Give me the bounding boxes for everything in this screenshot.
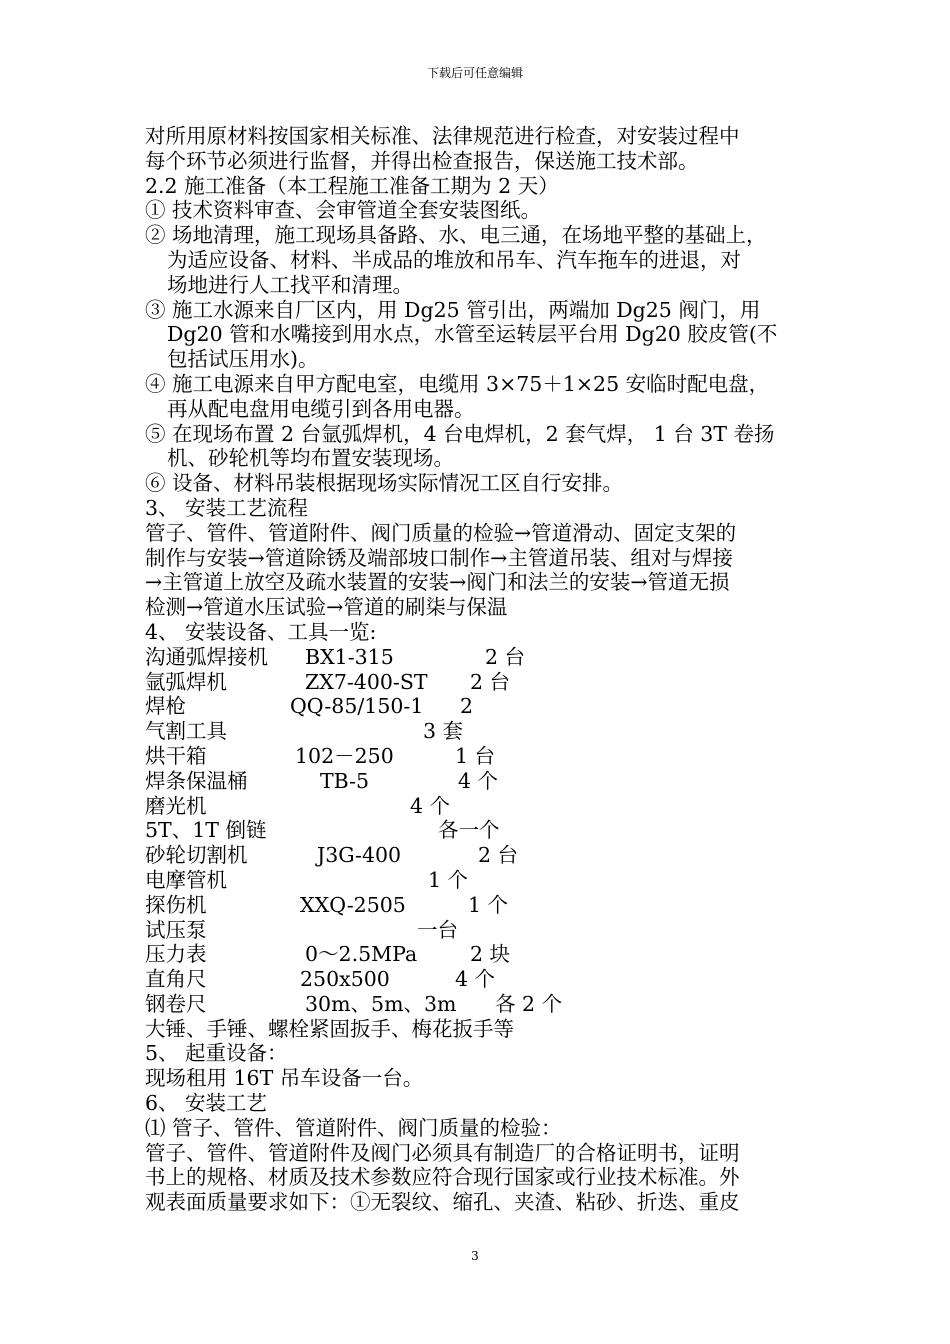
text-line: 4、 安装设备、工具一览: (145, 619, 377, 644)
equipment-row (145, 769, 825, 794)
equipment-model: TB-5 (320, 768, 370, 793)
equipment-row (145, 843, 825, 868)
equipment-name: 氩弧焊机 (145, 669, 227, 694)
text-line: ④ 施工电源来自甲方配电室，电缆用 3×75＋1×25 安临时配电盘， (145, 371, 770, 396)
equipment-row (145, 942, 825, 967)
equipment-name: 压力表 (145, 942, 207, 967)
equipment-row (145, 868, 825, 893)
equipment-row (145, 918, 825, 943)
equipment-row (145, 818, 825, 843)
text-line: 对所用原材料按国家相关标准、法律规范进行检查，对安装过程中 (145, 124, 740, 148)
equipment-quantity: 4 个 (458, 768, 499, 793)
text-line: 2.2 施工准备（本工程施工准备工期为 2 天） (145, 173, 559, 198)
equipment-name: 焊条保温桶 (145, 768, 248, 793)
equipment-list (145, 645, 825, 1017)
equipment-row (145, 744, 825, 769)
text-line: 大锤、手锤、螺栓紧固扳手、梅花扳手等 (145, 1016, 514, 1041)
text-line: 观表面质量要求如下：①无裂纹、缩孔、夹渣、粘砂、折迭、重皮 (145, 1190, 740, 1215)
equipment-quantity: 2 台 (470, 669, 511, 694)
equipment-model: 30m、5m、3m (305, 991, 457, 1016)
equipment-name: 磨光机 (145, 793, 207, 818)
text-line: 检测→管道水压试验→管道的刷柒与保温 (145, 595, 508, 620)
equipment-row (145, 794, 825, 819)
text-line: 机、砂轮机等均布置安装现场。 (167, 446, 454, 471)
equipment-row (145, 694, 825, 719)
equipment-row (145, 893, 825, 918)
text-line: 6、 安装工艺 (145, 1091, 268, 1116)
equipment-name: 5T、1T 倒链 (145, 818, 267, 843)
equipment-quantity: 各一个 (438, 818, 500, 843)
equipment-name: 直角尺 (145, 967, 207, 992)
equipment-quantity: 2 (460, 694, 474, 719)
paragraph-block (145, 124, 825, 645)
equipment-model: 250x500 (300, 967, 390, 992)
text-line: 书上的规格、材质及技术参数应符合现行国家或行业技术标准。外 (145, 1165, 740, 1190)
text-line: 为适应设备、材料、半成品的堆放和吊车、汽车拖车的进退，对 (167, 247, 741, 272)
paragraph-block-tail (145, 1017, 825, 1215)
text-line: 每个环节必须进行监督，并得出检查报告，保送施工技术部。 (145, 148, 699, 173)
text-line: ③ 施工水源来自厂区内，用 Dg25 管引出，两端加 Dg25 阀门，用 (145, 297, 761, 322)
text-line: 场地进行人工找平和清理。 (167, 272, 413, 297)
equipment-name: 沟通弧焊接机 (145, 644, 268, 669)
page-number: 3 (471, 1249, 479, 1263)
text-line: Dg20 管和水嘴接到用水点，水管至运转层平台用 Dg20 胶皮管(不 (167, 322, 778, 347)
equipment-quantity: 2 台 (485, 644, 526, 669)
page-header: 下载后可任意编辑 (426, 66, 523, 80)
equipment-row (145, 992, 825, 1017)
text-line: ⑤ 在现场布置 2 台氩弧焊机，4 台电焊机，2 套气焊， 1 台 3T 卷扬 (145, 421, 775, 446)
document-body (145, 124, 825, 1215)
text-line: ① 技术资料审查、会审管道全套安装图纸。 (145, 198, 542, 223)
equipment-name: 焊枪 (145, 694, 186, 719)
equipment-model: J3G-400 (317, 843, 402, 868)
equipment-quantity: 一台 (417, 917, 458, 942)
text-line: 5、 起重设备： (145, 1041, 288, 1066)
text-line: 管子、管件、管道附件及阀门必须具有制造厂的合格证明书，证明 (145, 1140, 740, 1165)
text-line: 包括试压用水)。 (167, 347, 319, 372)
equipment-name: 钢卷尺 (145, 991, 207, 1016)
equipment-row (145, 719, 825, 744)
equipment-quantity: 2 块 (470, 942, 511, 967)
text-line: 现场租用 16T 吊车设备一台。 (145, 1066, 424, 1091)
equipment-model: 102－250 (295, 743, 394, 768)
equipment-quantity: 4 个 (455, 967, 496, 992)
text-line: ② 场地清理，施工现场具备路、水、电三通，在场地平整的基础上， (145, 223, 767, 248)
text-line: 制作与安装→管道除锈及端部坡口制作→主管道吊装、组对与焊接 (145, 545, 733, 570)
equipment-quantity: 3 套 (423, 719, 464, 744)
text-line: 管子、管件、管道附件、阀门质量的检验→管道滑动、固定支架的 (145, 520, 737, 545)
equipment-quantity: 2 台 (478, 843, 519, 868)
equipment-quantity: 各 2 个 (495, 991, 563, 1016)
equipment-model: QQ-85/150-1 (290, 694, 424, 719)
equipment-name: 砂轮切割机 (145, 843, 248, 868)
equipment-name: 探伤机 (145, 892, 207, 917)
text-line: 3、 安装工艺流程 (145, 495, 309, 520)
equipment-quantity: 4 个 (410, 793, 451, 818)
equipment-row (145, 645, 825, 670)
equipment-model: ZX7-400-ST (305, 669, 428, 694)
equipment-name: 气割工具 (145, 719, 227, 744)
equipment-model: 0～2.5MPa (305, 942, 418, 967)
equipment-row (145, 967, 825, 992)
equipment-quantity: 1 个 (468, 892, 509, 917)
equipment-name: 电摩管机 (145, 867, 227, 892)
text-line: 再从配电盘用电缆引到各用电器。 (167, 396, 475, 421)
equipment-row (145, 670, 825, 695)
text-line: ⑴ 管子、管件、管道附件、阀门质量的检验： (145, 1115, 562, 1140)
equipment-model: BX1-315 (305, 644, 394, 669)
equipment-name: 试压泵 (145, 917, 207, 942)
equipment-model: XXQ-2505 (300, 892, 406, 917)
text-line: ⑥ 设备、材料吊装根据现场实际情况工区自行安排。 (145, 471, 624, 496)
text-line: →主管道上放空及疏水装置的安装→阀门和法兰的安装→管道无损 (145, 570, 730, 595)
equipment-quantity: 1 个 (428, 867, 469, 892)
equipment-quantity: 1 台 (455, 743, 496, 768)
equipment-name: 烘干箱 (145, 743, 207, 768)
